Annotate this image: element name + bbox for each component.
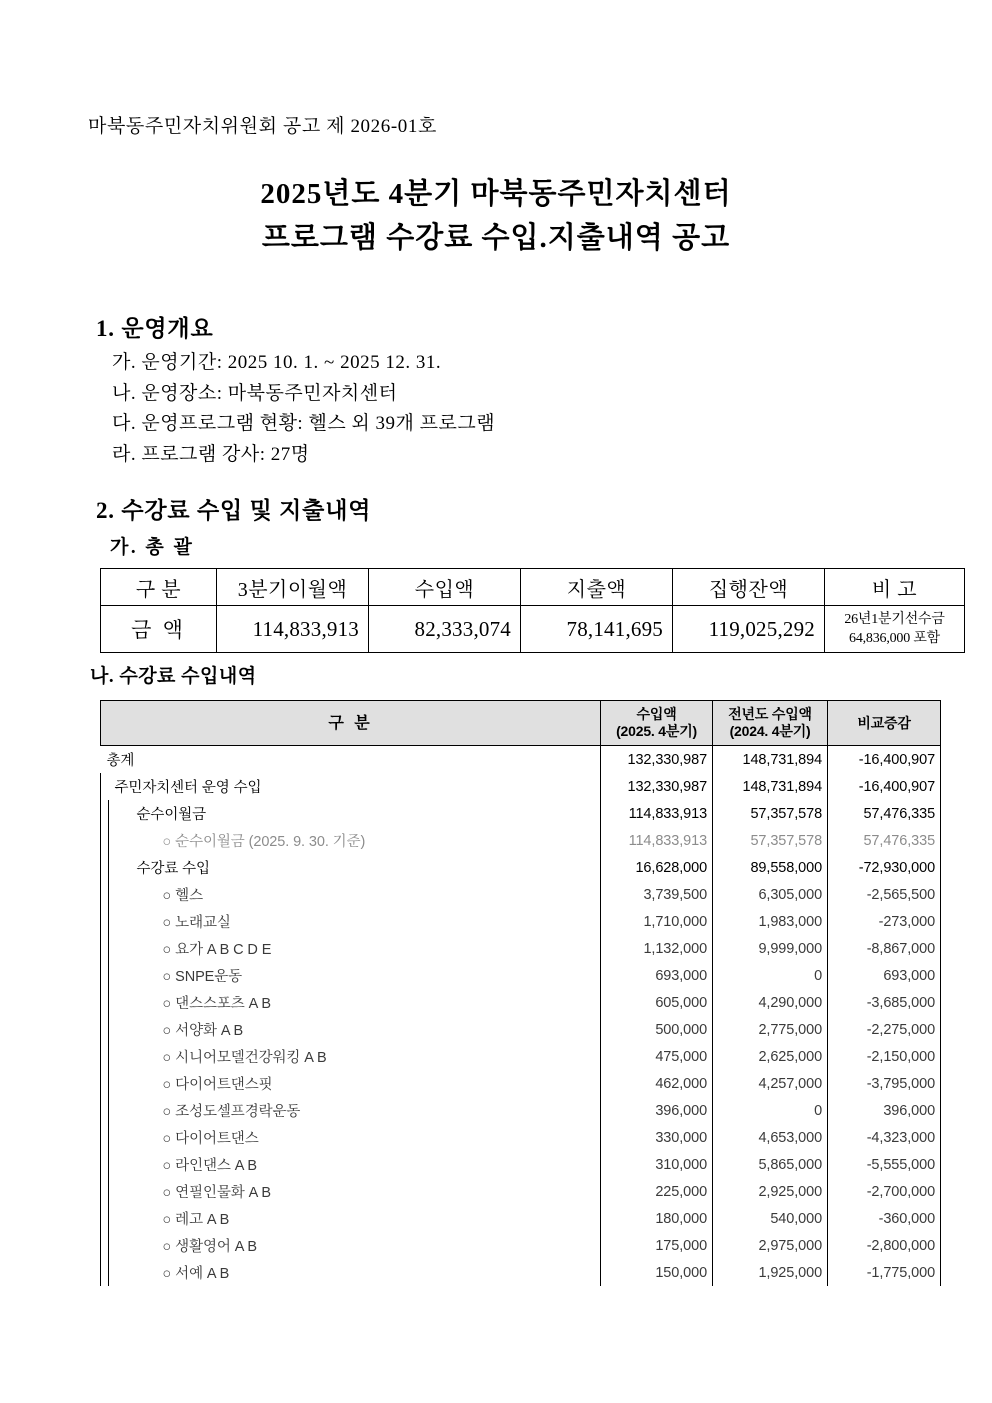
indent-gutter bbox=[109, 1097, 131, 1124]
operation-overview-list bbox=[112, 348, 832, 470]
current-amount: 1,710,000 bbox=[601, 908, 713, 935]
row-label-text: 조성도셀프경락운동 bbox=[175, 1104, 301, 1120]
previous-amount: 89,558,000 bbox=[713, 854, 828, 881]
indent-gutter bbox=[101, 881, 109, 908]
circle-bullet-icon: ○ bbox=[162, 1212, 172, 1228]
indent-gutter bbox=[101, 1205, 109, 1232]
indent-gutter bbox=[109, 908, 131, 935]
detail-header-previous-l1: 전년도 수입액 bbox=[728, 706, 812, 722]
current-amount: 114,833,913 bbox=[601, 800, 713, 827]
change-amount: 396,000 bbox=[828, 1097, 941, 1124]
summary-header-cell: 비 고 bbox=[825, 569, 965, 606]
indent-gutter bbox=[109, 1205, 131, 1232]
indent-gutter bbox=[101, 989, 109, 1016]
previous-amount: 57,357,578 bbox=[713, 827, 828, 854]
row-label-text: 총계 bbox=[106, 753, 135, 769]
summary-header-cell: 지출액 bbox=[521, 569, 673, 606]
summary-header-row bbox=[101, 569, 965, 606]
circle-bullet-icon: ○ bbox=[162, 1239, 172, 1255]
circle-bullet-icon: ○ bbox=[162, 1185, 172, 1201]
row-label-text: 순수이월금 (2025. 9. 30. 기준) bbox=[175, 834, 366, 850]
current-amount: 310,000 bbox=[601, 1151, 713, 1178]
row-label-text: 시니어모델건강워킹 A B bbox=[175, 1050, 327, 1066]
row-label bbox=[131, 908, 601, 935]
row-label bbox=[131, 962, 601, 989]
row-label-text: 연필인물화 A B bbox=[175, 1185, 271, 1201]
detail-header-previous-l2: (2024. 4분기) bbox=[729, 723, 811, 739]
table-row bbox=[101, 1232, 941, 1259]
change-amount: -360,000 bbox=[828, 1205, 941, 1232]
summary-header-cell: 수입액 bbox=[369, 569, 521, 606]
detail-header-change: 비교증감 bbox=[828, 701, 941, 746]
row-label bbox=[131, 1205, 601, 1232]
table-row bbox=[101, 989, 941, 1016]
current-amount: 3,739,500 bbox=[601, 881, 713, 908]
circle-bullet-icon: ○ bbox=[162, 1131, 172, 1147]
indent-gutter bbox=[101, 1232, 109, 1259]
detail-header-current-l2: (2025. 4분기) bbox=[616, 723, 697, 739]
row-label bbox=[131, 989, 601, 1016]
subsection-a-heading: 가. 총 괄 bbox=[110, 537, 195, 558]
indent-gutter bbox=[101, 962, 109, 989]
table-row bbox=[101, 881, 941, 908]
current-amount: 693,000 bbox=[601, 962, 713, 989]
indent-gutter bbox=[101, 827, 109, 854]
row-label bbox=[131, 935, 601, 962]
current-amount: 500,000 bbox=[601, 1016, 713, 1043]
detail-header-current bbox=[601, 701, 713, 746]
table-row bbox=[101, 1259, 941, 1286]
circle-bullet-icon: ○ bbox=[162, 942, 172, 958]
table-row bbox=[101, 827, 941, 854]
summary-expense-value: 78,141,695 bbox=[521, 606, 673, 653]
row-label bbox=[109, 773, 601, 800]
indent-gutter bbox=[109, 1043, 131, 1070]
table-row bbox=[101, 854, 941, 881]
overview-item: 가. 운영기간: 2025 10. 1. ~ 2025 12. 31. bbox=[112, 352, 442, 373]
current-amount: 132,330,987 bbox=[601, 773, 713, 800]
circle-bullet-icon: ○ bbox=[162, 915, 172, 931]
table-row bbox=[101, 1205, 941, 1232]
circle-bullet-icon: ○ bbox=[162, 1077, 172, 1093]
indent-gutter bbox=[109, 1124, 131, 1151]
previous-amount: 9,999,000 bbox=[713, 935, 828, 962]
summary-header-cell: 집행잔액 bbox=[673, 569, 825, 606]
detail-header-current-l1: 수입액 bbox=[636, 706, 677, 722]
change-amount: -2,150,000 bbox=[828, 1043, 941, 1070]
circle-bullet-icon: ○ bbox=[162, 1158, 172, 1174]
indent-gutter bbox=[109, 881, 131, 908]
current-amount: 175,000 bbox=[601, 1232, 713, 1259]
indent-gutter bbox=[101, 1043, 109, 1070]
indent-gutter bbox=[109, 1016, 131, 1043]
summary-note-line2: 64,836,000 포함 bbox=[849, 631, 940, 646]
current-amount: 16,628,000 bbox=[601, 854, 713, 881]
circle-bullet-icon: ○ bbox=[162, 1266, 172, 1282]
change-amount: -5,555,000 bbox=[828, 1151, 941, 1178]
change-amount: -2,275,000 bbox=[828, 1016, 941, 1043]
table-row bbox=[101, 962, 941, 989]
row-label-text: SNPE운동 bbox=[175, 969, 243, 985]
indent-gutter bbox=[101, 1151, 109, 1178]
previous-amount: 1,925,000 bbox=[713, 1259, 828, 1286]
table-row bbox=[101, 935, 941, 962]
indent-gutter bbox=[101, 1016, 109, 1043]
change-amount: 57,476,335 bbox=[828, 800, 941, 827]
indent-gutter bbox=[109, 1232, 131, 1259]
page-title bbox=[0, 172, 992, 260]
circle-bullet-icon: ○ bbox=[162, 1104, 172, 1120]
detail-header-gubun: 구 분 bbox=[101, 701, 601, 746]
circle-bullet-icon: ○ bbox=[162, 888, 172, 904]
row-label bbox=[131, 1043, 601, 1070]
previous-amount: 5,865,000 bbox=[713, 1151, 828, 1178]
detail-header-row bbox=[101, 701, 941, 746]
indent-gutter bbox=[101, 1070, 109, 1097]
previous-amount: 2,925,000 bbox=[713, 1178, 828, 1205]
change-amount: -3,795,000 bbox=[828, 1070, 941, 1097]
summary-income-value: 82,333,074 bbox=[369, 606, 521, 653]
row-label-text: 라인댄스 A B bbox=[175, 1158, 257, 1174]
overview-item: 다. 운영프로그램 현황: 헬스 외 39개 프로그램 bbox=[112, 413, 496, 434]
current-amount: 396,000 bbox=[601, 1097, 713, 1124]
indent-gutter bbox=[101, 1259, 109, 1286]
indent-gutter bbox=[101, 800, 109, 827]
current-amount: 462,000 bbox=[601, 1070, 713, 1097]
indent-gutter bbox=[101, 935, 109, 962]
table-row bbox=[101, 773, 941, 800]
summary-table bbox=[100, 568, 965, 653]
circle-bullet-icon: ○ bbox=[162, 834, 172, 850]
row-label-text: 생활영어 A B bbox=[175, 1239, 257, 1255]
change-amount: -2,565,500 bbox=[828, 881, 941, 908]
indent-gutter bbox=[101, 908, 109, 935]
current-amount: 1,132,000 bbox=[601, 935, 713, 962]
table-row bbox=[101, 1070, 941, 1097]
row-label-text: 요가 A B C D E bbox=[175, 942, 272, 958]
section-2-heading: 2. 수강료 수입 및 지출내역 bbox=[96, 498, 372, 523]
row-label-text: 서양화 A B bbox=[175, 1023, 244, 1039]
overview-item: 나. 운영장소: 마북동주민자치센터 bbox=[112, 382, 398, 404]
change-amount: -273,000 bbox=[828, 908, 941, 935]
row-label bbox=[131, 1178, 601, 1205]
table-row bbox=[101, 908, 941, 935]
notice-number: 마북동주민자치위원회 공고 제 2026-01호 bbox=[88, 116, 437, 137]
indent-gutter bbox=[109, 989, 131, 1016]
table-row bbox=[101, 1043, 941, 1070]
overview-item: 라. 프로그램 강사: 27명 bbox=[112, 443, 310, 465]
circle-bullet-icon: ○ bbox=[162, 996, 172, 1012]
row-label bbox=[131, 1070, 601, 1097]
row-label bbox=[101, 746, 601, 774]
previous-amount: 148,731,894 bbox=[713, 746, 828, 774]
table-row bbox=[101, 1097, 941, 1124]
previous-amount: 0 bbox=[713, 962, 828, 989]
row-label-text: 다이어트댄스 bbox=[175, 1131, 259, 1147]
summary-balance-value: 119,025,292 bbox=[673, 606, 825, 653]
change-amount: -72,930,000 bbox=[828, 854, 941, 881]
page-title-line1: 2025년도 4분기 마북동주민자치센터 bbox=[260, 178, 732, 210]
row-label-text: 주민자치센터 운영 수입 bbox=[114, 780, 262, 796]
current-amount: 475,000 bbox=[601, 1043, 713, 1070]
indent-gutter bbox=[109, 800, 131, 827]
indent-gutter bbox=[101, 1178, 109, 1205]
summary-note-line1: 26년1분기선수금 bbox=[844, 612, 945, 627]
current-amount: 330,000 bbox=[601, 1124, 713, 1151]
change-amount: -2,800,000 bbox=[828, 1232, 941, 1259]
table-row bbox=[101, 1178, 941, 1205]
detail-table-body bbox=[101, 746, 941, 1287]
previous-amount: 6,305,000 bbox=[713, 881, 828, 908]
previous-amount: 4,653,000 bbox=[713, 1124, 828, 1151]
summary-amount-row bbox=[101, 606, 965, 653]
circle-bullet-icon: ○ bbox=[162, 969, 172, 985]
summary-header-cell: 3분기이월액 bbox=[217, 569, 369, 606]
row-label bbox=[131, 1016, 601, 1043]
change-amount: 57,476,335 bbox=[828, 827, 941, 854]
current-amount: 132,330,987 bbox=[601, 746, 713, 774]
summary-carryover-value: 114,833,913 bbox=[217, 606, 369, 653]
previous-amount: 0 bbox=[713, 1097, 828, 1124]
tuition-income-detail-table bbox=[100, 700, 941, 1286]
subsection-b-heading: 나. 수강료 수입내역 bbox=[90, 666, 257, 687]
row-label bbox=[131, 1124, 601, 1151]
indent-gutter bbox=[109, 1178, 131, 1205]
current-amount: 150,000 bbox=[601, 1259, 713, 1286]
circle-bullet-icon: ○ bbox=[162, 1023, 172, 1039]
indent-gutter bbox=[109, 1151, 131, 1178]
row-label bbox=[131, 881, 601, 908]
row-label-text: 순수이월금 bbox=[136, 807, 207, 823]
change-amount: -2,700,000 bbox=[828, 1178, 941, 1205]
row-label-text: 다이어트댄스핏 bbox=[175, 1077, 273, 1093]
row-label bbox=[131, 854, 601, 881]
change-amount: 693,000 bbox=[828, 962, 941, 989]
current-amount: 605,000 bbox=[601, 989, 713, 1016]
indent-gutter bbox=[109, 962, 131, 989]
change-amount: -16,400,907 bbox=[828, 773, 941, 800]
table-row bbox=[101, 746, 941, 774]
row-label-text: 헬스 bbox=[175, 888, 203, 904]
row-label bbox=[131, 1232, 601, 1259]
previous-amount: 2,975,000 bbox=[713, 1232, 828, 1259]
row-label bbox=[131, 1259, 601, 1286]
indent-gutter bbox=[109, 854, 131, 881]
indent-gutter bbox=[101, 854, 109, 881]
row-label bbox=[131, 827, 601, 854]
summary-header-cell: 구 분 bbox=[101, 569, 217, 606]
summary-note-cell bbox=[825, 606, 965, 653]
previous-amount: 4,257,000 bbox=[713, 1070, 828, 1097]
table-row bbox=[101, 800, 941, 827]
indent-gutter bbox=[109, 1070, 131, 1097]
previous-amount: 148,731,894 bbox=[713, 773, 828, 800]
change-amount: -8,867,000 bbox=[828, 935, 941, 962]
row-label-text: 노래교실 bbox=[175, 915, 231, 931]
previous-amount: 1,983,000 bbox=[713, 908, 828, 935]
row-label-text: 서예 A B bbox=[175, 1266, 230, 1282]
previous-amount: 57,357,578 bbox=[713, 800, 828, 827]
page-title-line2: 프로그램 수강료 수입.지출내역 공고 bbox=[261, 222, 731, 254]
change-amount: -16,400,907 bbox=[828, 746, 941, 774]
indent-gutter bbox=[109, 1259, 131, 1286]
row-label-text: 댄스스포츠 A B bbox=[175, 996, 271, 1012]
table-row bbox=[101, 1151, 941, 1178]
row-label bbox=[131, 1151, 601, 1178]
change-amount: -4,323,000 bbox=[828, 1124, 941, 1151]
indent-gutter bbox=[101, 1097, 109, 1124]
previous-amount: 4,290,000 bbox=[713, 989, 828, 1016]
row-label-text: 수강료 수입 bbox=[136, 861, 210, 877]
section-1-heading: 1. 운영개요 bbox=[96, 316, 214, 341]
previous-amount: 540,000 bbox=[713, 1205, 828, 1232]
change-amount: -3,685,000 bbox=[828, 989, 941, 1016]
current-amount: 225,000 bbox=[601, 1178, 713, 1205]
detail-header-previous bbox=[713, 701, 828, 746]
previous-amount: 2,625,000 bbox=[713, 1043, 828, 1070]
indent-gutter bbox=[101, 773, 109, 800]
indent-gutter bbox=[109, 935, 131, 962]
row-label-text: 레고 A B bbox=[175, 1212, 230, 1228]
current-amount: 180,000 bbox=[601, 1205, 713, 1232]
change-amount: -1,775,000 bbox=[828, 1259, 941, 1286]
circle-bullet-icon: ○ bbox=[162, 1050, 172, 1066]
row-label bbox=[131, 1097, 601, 1124]
table-row bbox=[101, 1124, 941, 1151]
previous-amount: 2,775,000 bbox=[713, 1016, 828, 1043]
current-amount: 114,833,913 bbox=[601, 827, 713, 854]
indent-gutter bbox=[101, 1124, 109, 1151]
indent-gutter bbox=[109, 827, 131, 854]
table-row bbox=[101, 1016, 941, 1043]
row-label bbox=[131, 800, 601, 827]
summary-row-label: 금 액 bbox=[101, 606, 217, 653]
